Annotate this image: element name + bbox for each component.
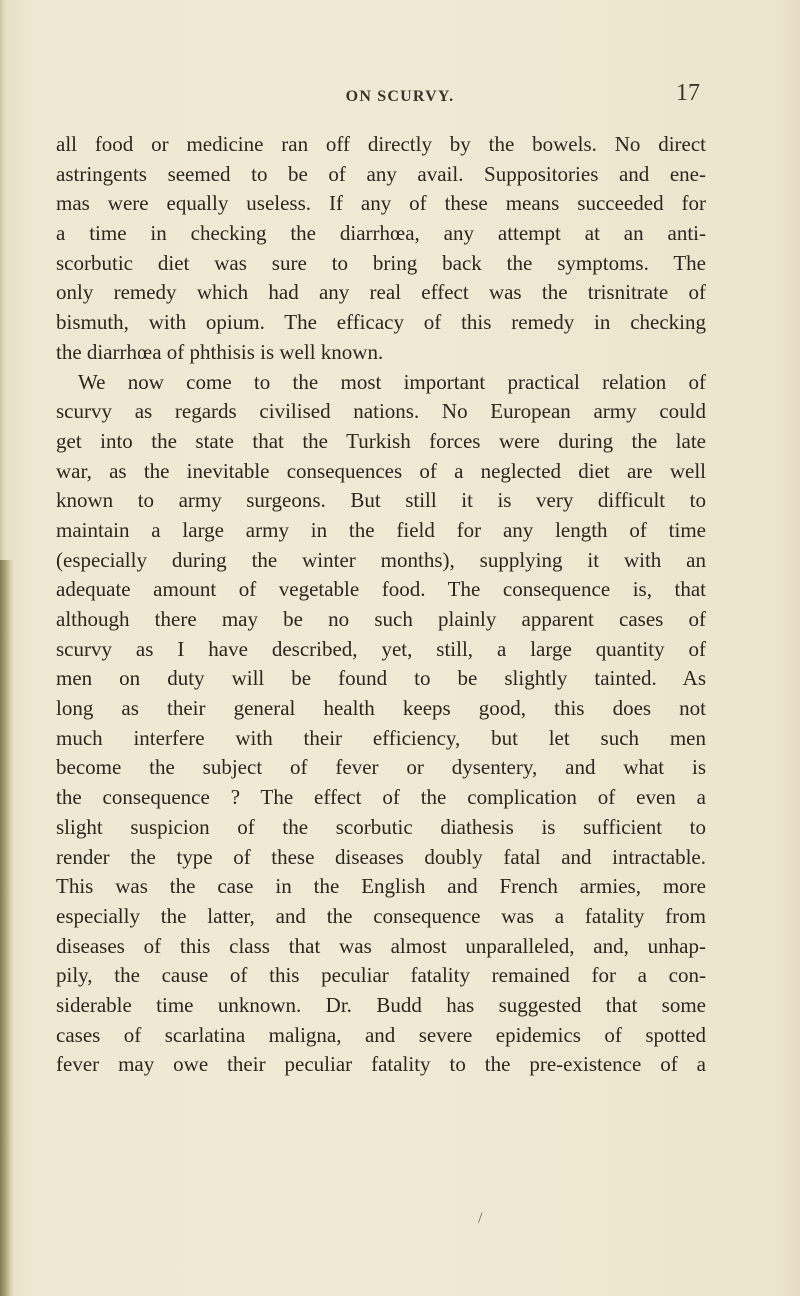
- text-line: This was the case in the English and French armies, more: [56, 874, 706, 899]
- text-line: especially the latter, and the consequence was a fatality from: [56, 903, 706, 928]
- text-line: long as their general health keeps good, this does not: [56, 696, 706, 721]
- text-line: men on duty will be found to be slightly tainted. As: [56, 666, 706, 691]
- text-line: astringents seemed to be of any avail. Suppositories and ene-: [56, 161, 706, 186]
- text-line: scorbutic diet was sure to bring back the symptoms. The: [56, 250, 706, 275]
- text-line: much interfere with their efficiency, but let such men: [56, 725, 706, 750]
- text-line: We now come to the most important practical relation of: [78, 369, 706, 394]
- text-line: all food or medicine ran off directly by the bowels. No direct: [56, 132, 706, 156]
- text-line: adequate amount of vegetable food. The consequence is, that: [56, 577, 706, 602]
- text-line: a time in checking the diarrhœa, any attempt at an anti-: [56, 221, 706, 246]
- text-line: scurvy as regards civilised nations. No European army could: [56, 399, 706, 424]
- page-number: 17: [676, 80, 700, 106]
- text-line: maintain a large army in the field for any length of time: [56, 517, 706, 542]
- stray-ink-mark: /: [478, 1210, 483, 1227]
- text-line: only remedy which had any real effect was the trisnitrate of: [56, 280, 706, 305]
- text-line: slight suspicion of the scorbutic diathesis is sufficient to: [56, 814, 706, 839]
- text-line: known to army surgeons. But still it is very difficult to: [56, 488, 706, 513]
- text-line: fever may owe their peculiar fatality to the pre-existence of a: [56, 1052, 706, 1077]
- text-line: the consequence ? The effect of the complication of even a: [56, 785, 706, 810]
- text-line: the diarrhœa of phthisis is well known.: [56, 339, 384, 364]
- text-line: siderable time unknown. Dr. Budd has suggested that some: [56, 992, 706, 1017]
- text-line: become the subject of fever or dysentery, and what is: [56, 755, 706, 780]
- text-line: get into the state that the Turkish forces were during the late: [56, 428, 706, 453]
- text-line: diseases of this class that was almost unparalleled, and, unhap-: [56, 933, 706, 958]
- text-line: war, as the inevitable consequences of a neglected diet are well: [56, 458, 706, 483]
- page-binding-shadow-top: [0, 0, 6, 560]
- body-text: [56, 130, 706, 1080]
- text-line: bismuth, with opium. The efficacy of this remedy in checking: [56, 310, 706, 335]
- text-line: (especially during the winter months), supplying it with an: [56, 547, 706, 572]
- text-line: although there may be no such plainly apparent cases of: [56, 607, 706, 631]
- text-line: cases of scarlatina maligna, and severe epidemics of spotted: [56, 1022, 706, 1047]
- text-line: mas were equally useless. If any of these means succeeded for: [56, 191, 706, 216]
- text-line: scurvy as I have described, yet, still, a large quantity of: [56, 636, 706, 661]
- text-line: render the type of these diseases doubly fatal and intractable.: [56, 844, 706, 869]
- running-head: ON SCURVY.: [345, 88, 455, 105]
- text-line: pily, the cause of this peculiar fatality remained for a con-: [56, 963, 706, 988]
- page-binding-edge: [0, 560, 14, 1296]
